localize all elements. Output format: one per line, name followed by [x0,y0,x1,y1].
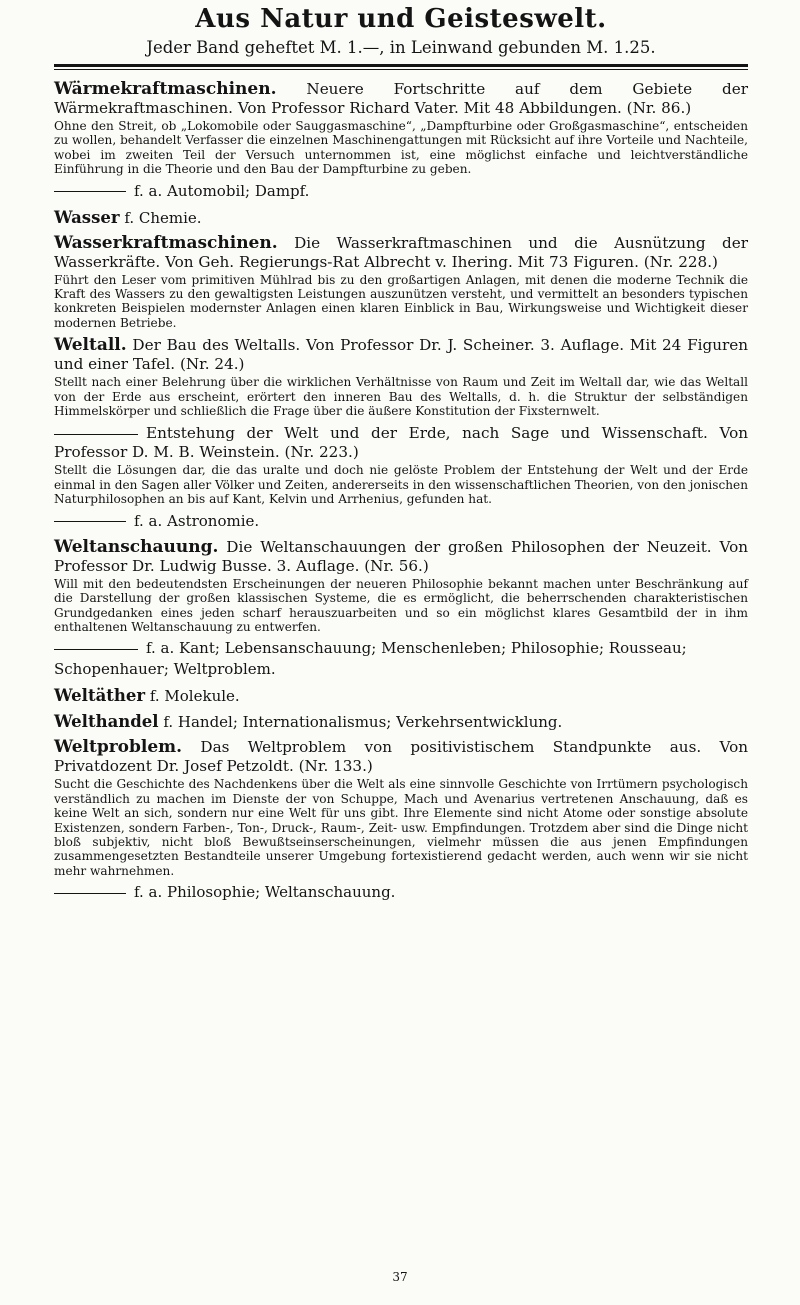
entry-keyword: Weltäther [54,686,146,706]
entry-title: Neuere Fortschritte auf dem Gebiete der Wärmekraftmaschinen. Von Professor Richard Vater. Mit 48 Abbildungen. (Nr. 86.) [54,80,749,117]
entry-keyword: Welthandel [54,712,159,732]
entry-heading [54,80,748,118]
see-also [54,638,748,680]
entry-description: Will mit den bedeutendsten Erscheinungen der neueren Philosophie bekannt machen unter Beschränkung auf die Darstellung der großen klassischen Systeme, die es ermöglicht, die beherrschenden charakteristischen Grundgedanken eines jeden scharf herauszuarbeiten und so ein möglichst klares Gesamtbild der in ihm enthaltenen Weltanschauung zu entwerfen. [54,576,748,634]
entry-reference: f. Handel; Internationalismus; Verkehrsentwicklung. [163,713,563,732]
see-also [54,882,748,903]
entry-welthandel [54,712,748,732]
entry-heading [54,738,748,776]
header-rule-thin [54,69,748,70]
entry-keyword: Weltanschauung. [54,536,219,557]
entry-reference: f. Molekule. [149,687,240,706]
entry-weltanschauung [54,538,748,681]
entry-keyword: Wasserkraftmaschinen. [54,232,278,253]
entry-heading [54,336,748,374]
dash-rule [54,893,126,894]
entry-keyword: Wasser [54,207,120,227]
see-also [54,181,748,202]
entry-title: Das Weltproblem von positivistischem Standpunkte aus. Von Privatdozent Dr. Josef Petzoldt. (Nr. 133.) [54,738,749,776]
entry-heading [54,538,748,576]
entry-wasser [54,208,748,228]
dash-rule [54,521,126,522]
see-also-text: f. a. Philosophie; Weltanschauung. [134,883,396,902]
entry-waermekraftmaschinen [54,80,748,202]
series-title: Aus Natur und Geisteswelt. [195,4,607,34]
header-rule [54,64,748,67]
entry-description: Stellt nach einer Belehrung über die wirklichen Verhältnisse von Raum und Zeit im Weltall dar, wie das Weltall von der Erde aus erscheint, erörtert den inneren Bau des Weltalls, d. h. die Struktur der selbständigen Himmelskörper und schließlich die Frage über die äußere Konstitution der Fixsternwelt. [54,375,748,419]
see-also-text: f. a. Astronomie. [134,511,260,530]
entry-weltaether [54,686,748,706]
price-subtitle: Jeder Band geheftet M. 1.—, in Leinwand gebunden M. 1.25. [146,38,656,57]
entry-description: Sucht die Geschichte des Nachdenkens über die Welt als eine sinnvolle Geschichte von Irrtümern psychologisch verständlich zu machen im Dienste der von Schuppe, Mach und Avenarius vertretenen Anschauung, daß es keine Welt an sich, sondern nur eine Welt für uns gibt. Ihre Elemente sind nicht Atome oder sonstige absolute Existenzen, sondern Farben-, Ton-, Druck-, Raum-, Zeit- usw. Empfindungen. Trotzdem aber sind die Dinge nicht bloß subjektiv, nicht bloß Bewußtseinserscheinungen, vielmehr müssen die aus jenen Empfindungen zusammengesetzten Bestandteile unserer Umgebung fortexistierend gedacht werden, auch wenn wir sie nicht mehr wahrnehmen. [54,777,748,878]
dash-rule [54,649,138,650]
dash-rule [54,191,126,192]
page-number: 37 [392,1270,408,1284]
entry-title: Die Wasserkraftmaschinen und die Ausnützung der Wasserkräfte. Von Geh. Regierungs-Rat Albrecht v. Ihering. Mit 73 Figuren. (Nr. 228.) [54,233,748,271]
see-also [54,511,748,532]
see-also-text: f. a. Automobil; Dampf. [134,181,310,200]
entry-title: Die Weltanschauungen der großen Philosophen der Neuzeit. Von Professor Dr. Ludwig Busse. 3. Auflage. (Nr. 56.) [54,537,749,575]
see-also-text: f. a. Kant; Lebensanschauung; Menschenleben; Philosophie; Rousseau; Schopenhauer; Weltproblem. [54,639,687,679]
entry-description: Führt den Leser vom primitiven Mühlrad bis zu den großartigen Anlagen, mit denen die moderne Technik die Kraft des Wassers zu den gewaltigsten Leistungen auszunützen versteht, und vermittelt an besonders typischen konkreten Beispielen modernster Anlagen einen klaren Einblick in Bau, Wirkungsweise und Wichtigkeit dieser modernen Betriebe. [54,272,748,330]
entry-description: Ohne den Streit, ob „Lokomobile oder Sauggasmaschine“, „Dampfturbine oder Großgasmaschine“, entscheiden zu wollen, behandelt Verfasser die einzelnen Maschinengattungen mit Rücksicht auf ihre Vorteile und Nachteile, wobei im zweiten Teil der Versuch unternommen ist, eine möglichst einfache und leichtverständliche Einführung in die Theorie und den Bau der Dampfturbine zu geben. [54,119,748,177]
entry-description: Stellt die Lösungen dar, die das uralte und doch nie gelöste Problem der Entstehung der Welt und der Erde einmal in den Sagen aller Völker und Zeiten, andererseits in den wissenschaftlichen Theorien, von den jonischen Naturphilosophen an bis auf Kant, Kelvin und Arrhenius, gefunden hat. [54,463,748,507]
entry-keyword: Weltproblem. [54,737,183,758]
entry-entstehung-der-welt [54,424,748,531]
entry-keyword: Wärmekraftmaschinen. [54,79,277,99]
page-header [54,0,748,60]
entry-reference: f. Chemie. [124,208,202,227]
dash-rule [54,434,138,435]
entry-keyword: Weltall. [54,335,127,356]
entry-title: Entstehung der Welt und der Erde, nach Sage und Wissenschaft. Von Professor D. M. B. Weinstein. (Nr. 223.) [54,424,748,462]
entry-weltproblem [54,738,748,903]
entry-weltall [54,336,748,418]
entry-heading [54,424,748,462]
entry-title: Der Bau des Weltalls. Von Professor Dr. J. Scheiner. 3. Auflage. Mit 24 Figuren und einer Tafel. (Nr. 24.) [54,336,748,374]
entry-wasserkraftmaschinen [54,234,748,331]
entry-heading [54,234,748,272]
